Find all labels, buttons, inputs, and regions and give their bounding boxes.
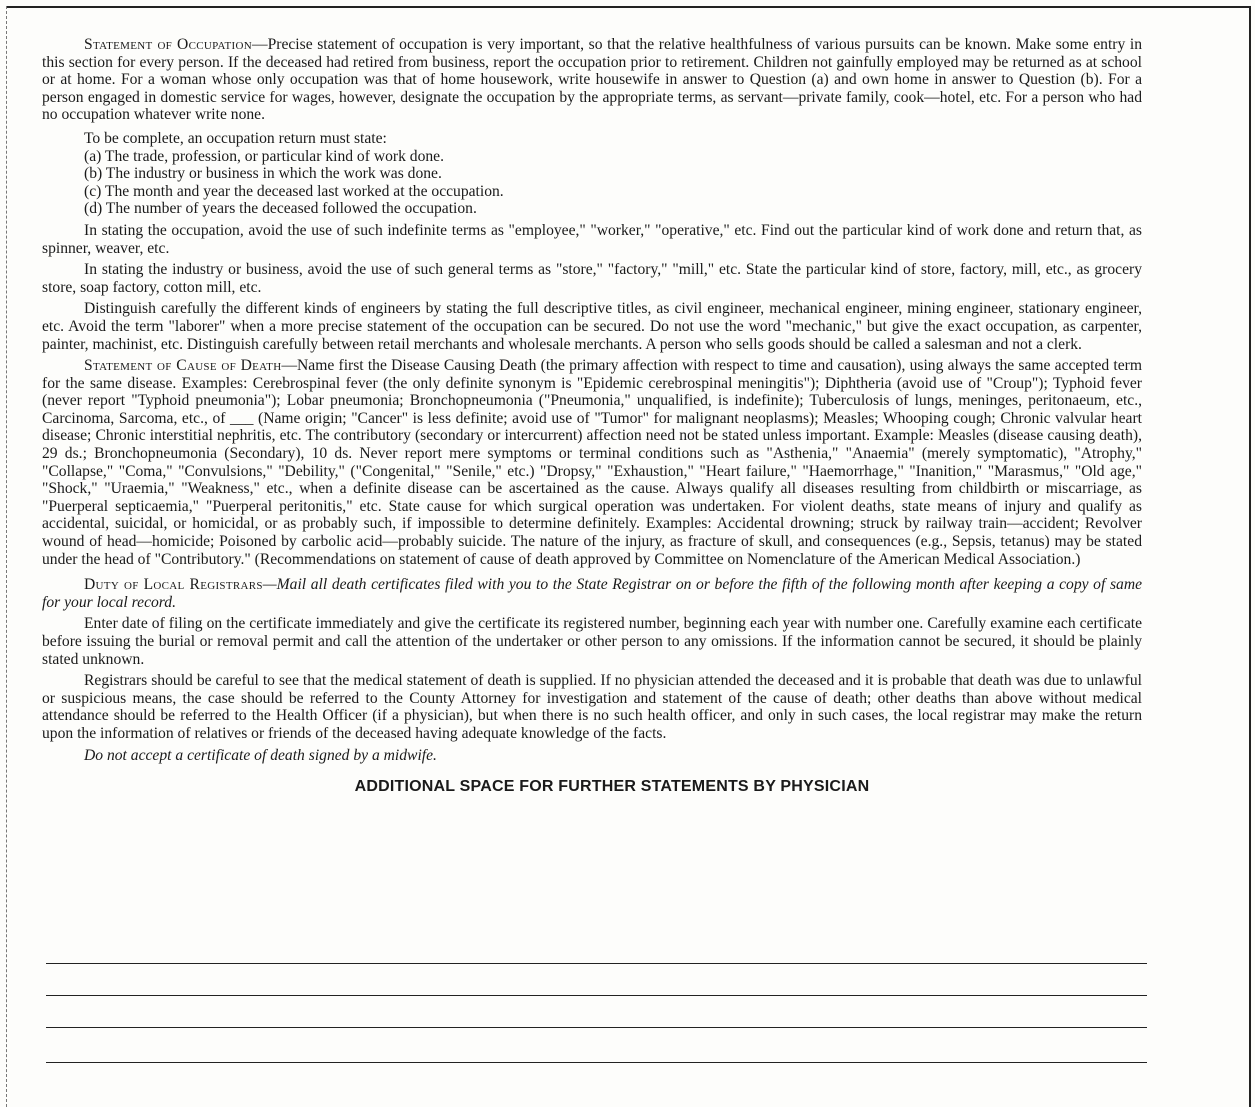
list-item: (b) The industry or business in which the work was done.: [84, 165, 442, 183]
registrars-title: Duty of Local Registrars: [84, 576, 263, 594]
page-border-top: [6, 6, 1251, 8]
registrars-paragraph: [42, 576, 1142, 611]
occupation-list-intro: To be complete, an occupation return must state:: [84, 129, 387, 147]
cause-title: Statement of Cause of Death: [84, 357, 282, 375]
occupation-paragraph: [42, 36, 1142, 124]
registrars-body: —Mail all death certificates filed with you to the State Registrar on or before the fifth of the following month after keeping a copy of same for your local record.: [42, 576, 1142, 611]
physician-statement-line-1[interactable]: [46, 963, 1147, 964]
physician-statement-line-3[interactable]: [46, 1027, 1147, 1028]
midwife-paragraph: Do not accept a certificate of death signed by a midwife.: [84, 746, 437, 764]
occupation-title: Statement of Occupation: [84, 36, 252, 53]
list-item: (c) The month and year the deceased last worked at the occupation.: [84, 182, 504, 200]
list-item: (a) The trade, profession, or particular kind of work done.: [84, 147, 444, 165]
occupation-industry-paragraph: In stating the industry or business, avoid the use of such general terms as "store," "factory," "mill," etc. State the particular kind of store, factory, mill, etc., as grocery store, soap factory, cotton mill, etc.: [42, 261, 1142, 296]
physician-statement-line-4[interactable]: [46, 1062, 1147, 1063]
registrars-filing-paragraph: Enter date of filing on the certificate immediately and give the certificate its registered number, beginning each year with number one. Carefully examine each certificate before issuing the burial or removal permit and call the attention of the undertaker or other person to any omissions. If the information cannot be secured, it should be plainly stated unknown.: [42, 615, 1142, 668]
page-border-right: [1249, 6, 1251, 1107]
physician-statement-line-2[interactable]: [46, 995, 1147, 996]
occupation-engineers-paragraph: Distinguish carefully the different kinds of engineers by stating the full descriptive titles, as civil engineer, mechanical engineer, mining engineer, stationary engineer, etc. Avoid the term "laborer" when a more precise statement of the occupation can be secured. Do not use the word "mechanic," but give the exact occupation, as carpenter, painter, machinist, etc. Distinguish carefully between retail merchants and wholesale merchants. A person who sells goods should be called a salesman and not a clerk.: [42, 300, 1142, 353]
occupation-requirements-list: [84, 148, 1142, 218]
instructions-document: [42, 36, 1142, 796]
list-item: (d) The number of years the deceased followed the occupation.: [84, 200, 477, 218]
additional-space-heading: ADDITIONAL SPACE FOR FURTHER STATEMENTS BY PHYSICIAN: [354, 778, 870, 796]
cause-of-death-paragraph: [42, 357, 1142, 568]
page-edge-perforation: [6, 6, 7, 1107]
cause-body: —Name first the Disease Causing Death (the primary affection with respect to time and causation), using always the same accepted term for the same disease. Examples: Cerebrospinal fever (the only definite synonym is "Epidemic cerebrospinal meningitis"); Diphtheria (avoid use of "Croup"); Typhoid fever (never report "Typhoid pneumonia"); Lobar pneumonia; Bronchopneumonia ("Pneumonia," unqualified, is indefinite); Tuberculosis of lungs, meninges, peritonaeum, etc., Carcinoma, Sarcoma, etc., of ___ (Name origin; "Cancer" is less definite; avoid use of "Tumor" for malignant neoplasms); Measles; Whooping cough; Chronic valvular heart disease; Chronic interstitial nephritis, etc. The contributory (secondary or intercurrent) affection need not be stated unless important. Example: Measles (disease causing death), 29 ds.; Bronchopneumonia (Secondary), 10 ds. Never report mere symptoms or terminal conditions such as "Asthenia," "Anaemia" (merely symptomatic), "Atrophy," "Collapse," "Coma," "Convulsions," "Debility," ("Congenital," "Senile," etc.) "Dropsy," "Exhaustion," "Heart failure," "Haemorrhage," "Inanition," "Marasmus," "Old age," "Shock," "Uraemia," "Weakness," etc., when a definite disease can be ascertained as the cause. Always qualify all diseases resulting from childbirth or miscarriage, as "Puerperal septicaemia," "Puerperal peritonitis," etc. State cause for which surgical operation was undertaken. For violent deaths, state means of injury and qualify as accidental, suicidal, or homicidal, or as probably such, if impossible to determine definitely. Examples: Accidental drowning; struck by railway train—accident; Revolver wound of head—homicide; Poisoned by carbolic acid—probably suicide. The nature of the injury, as fracture of skull, and consequences (e.g., Sepsis, tetanus) may be stated under the head of "Contributory." (Recommendations on statement of cause of death approved by Committee on Nomenclature of the American Medical Association.): [42, 357, 1142, 568]
occupation-avoid-paragraph: In stating the occupation, avoid the use of such indefinite terms as "employee," "worker," "operative," etc. Find out the particular kind of work done and return that, as spinner, weaver, etc.: [42, 221, 1142, 257]
occupation-body: —Precise statement of occupation is very important, so that the relative healthfulness of various pursuits can be known. Make some entry in this section for every person. If the deceased had retired from business, report the occupation prior to retirement. Children not gainfully employed may be returned as at school or at home. For a woman whose only occupation was that of home housework, write housewife in answer to Question (a) and own home in answer to Question (b). For a person engaged in domestic service for wages, however, designate the occupation by the appropriate terms, as servant—private family, cook—hotel, etc. For a person who had no occupation whatever write none.: [42, 36, 1143, 124]
registrars-careful-paragraph: Registrars should be careful to see that the medical statement of death is supplied. If no physician attended the deceased and it is probable that death was due to unlawful or suspicious means, the case should be referred to the County Attorney for investigation and statement of the cause of death; other deaths than above without medical attendance should be referred to the Health Officer (if a physician), but when there is no such health officer, and only in such cases, the local registrar may make the return upon the information of relatives or friends of the deceased having adequate knowledge of the facts.: [42, 672, 1142, 742]
